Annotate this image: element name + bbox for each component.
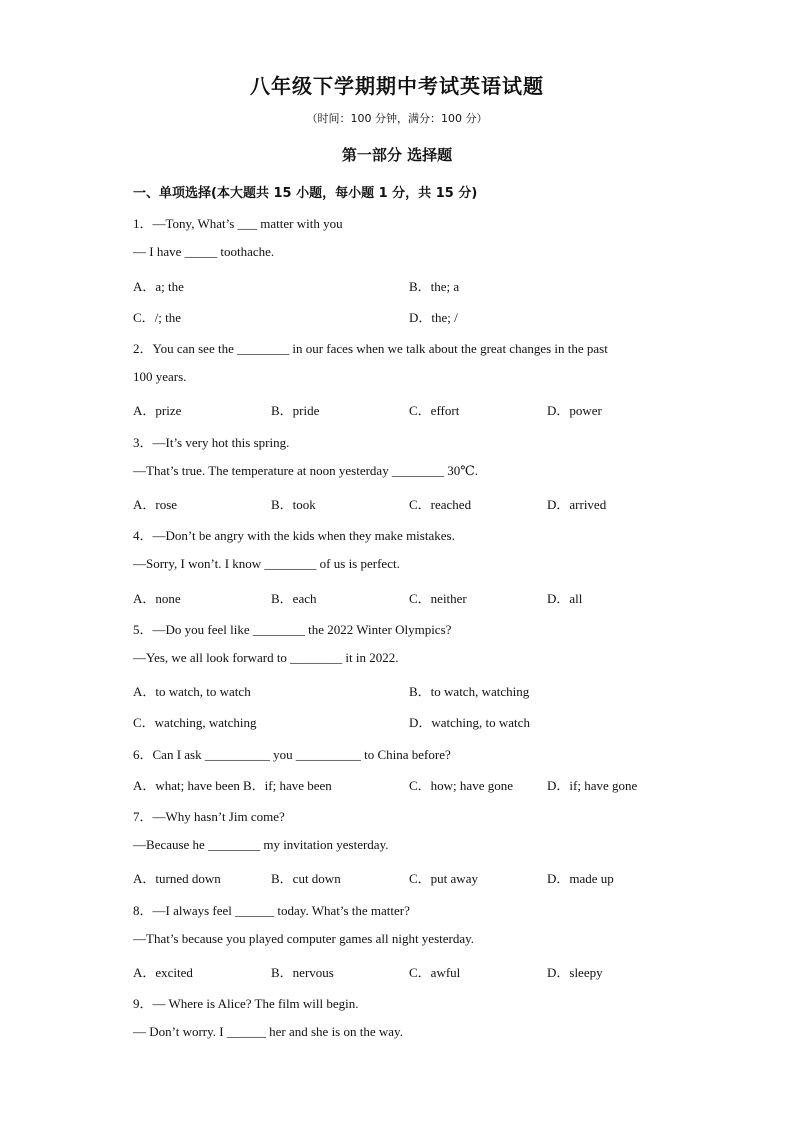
- exam-info: （时间：100 分钟，满分：100 分）: [306, 112, 488, 125]
- question-8-line-2: —That’s because you played computer games all night yesterday.: [133, 931, 475, 946]
- question-9-line-2: — Don’t worry. I ______ her and she is on the way.: [133, 1024, 403, 1039]
- question-3-line-1: 3．—It’s very hot this spring.: [133, 435, 290, 450]
- question-3-option-a: A．rose: [133, 497, 178, 512]
- question-1-line-2: — I have _____ toothache.: [133, 244, 275, 259]
- question-7-option-a: A．turned down: [133, 871, 221, 886]
- question-2-option-c: C．effort: [409, 403, 460, 418]
- part-heading: 第一部分 选择题: [341, 146, 453, 164]
- question-6-option-b: B．if; have been: [243, 778, 332, 793]
- question-8-option-d: D．sleepy: [547, 965, 603, 980]
- question-2-option-d: D．power: [547, 403, 602, 418]
- section-heading: 一、单项选择(本大题共 15 小题，每小题 1 分，共 15 分): [133, 186, 478, 201]
- question-4-option-a: A．none: [133, 591, 181, 606]
- question-1-option-a: A．a; the: [133, 279, 184, 294]
- question-1-option-d: D．the; /: [409, 310, 458, 325]
- question-5-option-d: D．watching, to watch: [409, 715, 530, 730]
- page-title: 八年级下学期期中考试英语试题: [250, 74, 544, 98]
- question-5-option-b: B．to watch, watching: [409, 684, 530, 699]
- question-3-option-c: C．reached: [409, 497, 472, 512]
- question-6-line-1: 6．Can I ask __________ you __________ to China before?: [133, 747, 451, 762]
- question-4-option-c: C．neither: [409, 591, 467, 606]
- question-4-line-1: 4．—Don’t be angry with the kids when they make mistakes.: [133, 528, 455, 543]
- question-1-option-c: C．/; the: [133, 310, 182, 325]
- question-3-option-d: D．arrived: [547, 497, 607, 512]
- question-4-line-2: —Sorry, I won’t. I know ________ of us is perfect.: [133, 556, 400, 571]
- question-8-option-b: B．nervous: [271, 965, 334, 980]
- question-4-option-d: D．all: [547, 591, 583, 606]
- question-6-option-a: A．what; have been: [133, 778, 240, 793]
- question-1-line-1: 1．—Tony, What’s ___ matter with you: [133, 216, 343, 231]
- question-3-option-b: B．took: [271, 497, 316, 512]
- question-8-line-1: 8．—I always feel ______ today. What’s the matter?: [133, 903, 410, 918]
- question-7-line-2: —Because he ________ my invitation yesterday.: [133, 837, 389, 852]
- question-5-option-c: C．watching, watching: [133, 715, 257, 730]
- question-7-line-1: 7．—Why hasn’t Jim come?: [133, 809, 285, 824]
- question-2-line-2: 100 years.: [133, 369, 187, 384]
- question-3-line-2: —That’s true. The temperature at noon yesterday ________ 30℃.: [133, 463, 478, 478]
- question-5-line-1: 5．—Do you feel like ________ the 2022 Winter Olympics?: [133, 622, 452, 637]
- question-9-line-1: 9．— Where is Alice? The film will begin.: [133, 996, 359, 1011]
- question-5-option-a: A．to watch, to watch: [133, 684, 251, 699]
- question-6-option-c: C．how; have gone: [409, 778, 513, 793]
- question-2-option-b: B．pride: [271, 403, 320, 418]
- question-7-option-b: B．cut down: [271, 871, 341, 886]
- question-8-option-c: C．awful: [409, 965, 461, 980]
- question-7-option-d: D．made up: [547, 871, 614, 886]
- question-6-option-d: D．if; have gone: [547, 778, 638, 793]
- question-1-option-b: B．the; a: [409, 279, 460, 294]
- question-7-option-c: C．put away: [409, 871, 478, 886]
- question-4-option-b: B．each: [271, 591, 317, 606]
- question-2-line-1: 2．You can see the ________ in our faces when we talk about the great changes in the past: [133, 341, 608, 356]
- question-2-option-a: A．prize: [133, 403, 182, 418]
- question-8-option-a: A．excited: [133, 965, 193, 980]
- question-5-line-2: —Yes, we all look forward to ________ it in 2022.: [133, 650, 399, 665]
